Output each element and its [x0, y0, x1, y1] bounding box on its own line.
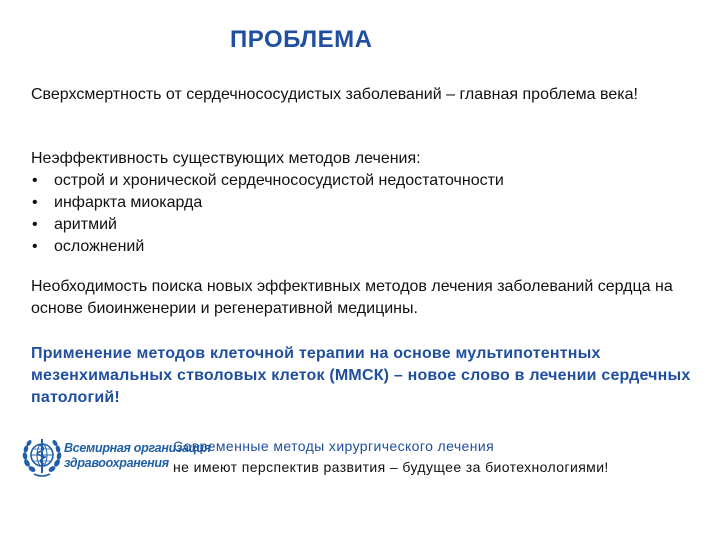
paragraph-bioengineering: Необходимость поиска новых эффективных методов лечения заболеваний сердца на основе биоинженерии и регенеративной медицины.	[31, 278, 673, 317]
bullet-icon: •	[32, 194, 38, 211]
list-item	[31, 192, 691, 214]
bullet-icon: •	[32, 238, 38, 255]
footer-line2: не имеют перспектив развития – будущее за биотехнологиями!	[173, 459, 609, 475]
bullet-icon: •	[32, 216, 38, 233]
bullet-icon: •	[32, 172, 38, 189]
paragraph-ineffective-methods	[31, 148, 691, 258]
list-item	[31, 170, 691, 192]
list-item-text: острой и хронической сердечнососудистой недостаточности	[54, 172, 504, 189]
who-logo	[20, 433, 211, 481]
list-item-text: аритмий	[54, 216, 117, 233]
list-item	[31, 214, 691, 236]
methods-intro: Неэффективность существующих методов лечения:	[31, 150, 421, 167]
who-emblem-icon	[20, 433, 64, 479]
list-item	[31, 236, 691, 258]
list-item-text: осложнений	[54, 238, 145, 255]
list-item-text: инфаркта миокарда	[54, 194, 203, 211]
methods-list	[31, 170, 691, 258]
who-logo-line2: здравоохранения	[64, 456, 169, 470]
footer-line1: Современные методы хирургического лечения	[173, 438, 495, 454]
who-logo-line1: Всемирная организация	[64, 441, 211, 455]
footer-note	[173, 436, 609, 478]
paragraph-cell-therapy: Применение методов клеточной терапии на основе мультипотентных мезенхимальных стволовых клеток (ММСК) – новое слово в лечении сердечных патологий!	[31, 345, 691, 406]
page-title: ПРОБЛЕМА	[230, 26, 373, 53]
paragraph-mortality: Сверхсмертность от сердечнососудистых заболеваний – главная проблема века!	[31, 86, 638, 103]
